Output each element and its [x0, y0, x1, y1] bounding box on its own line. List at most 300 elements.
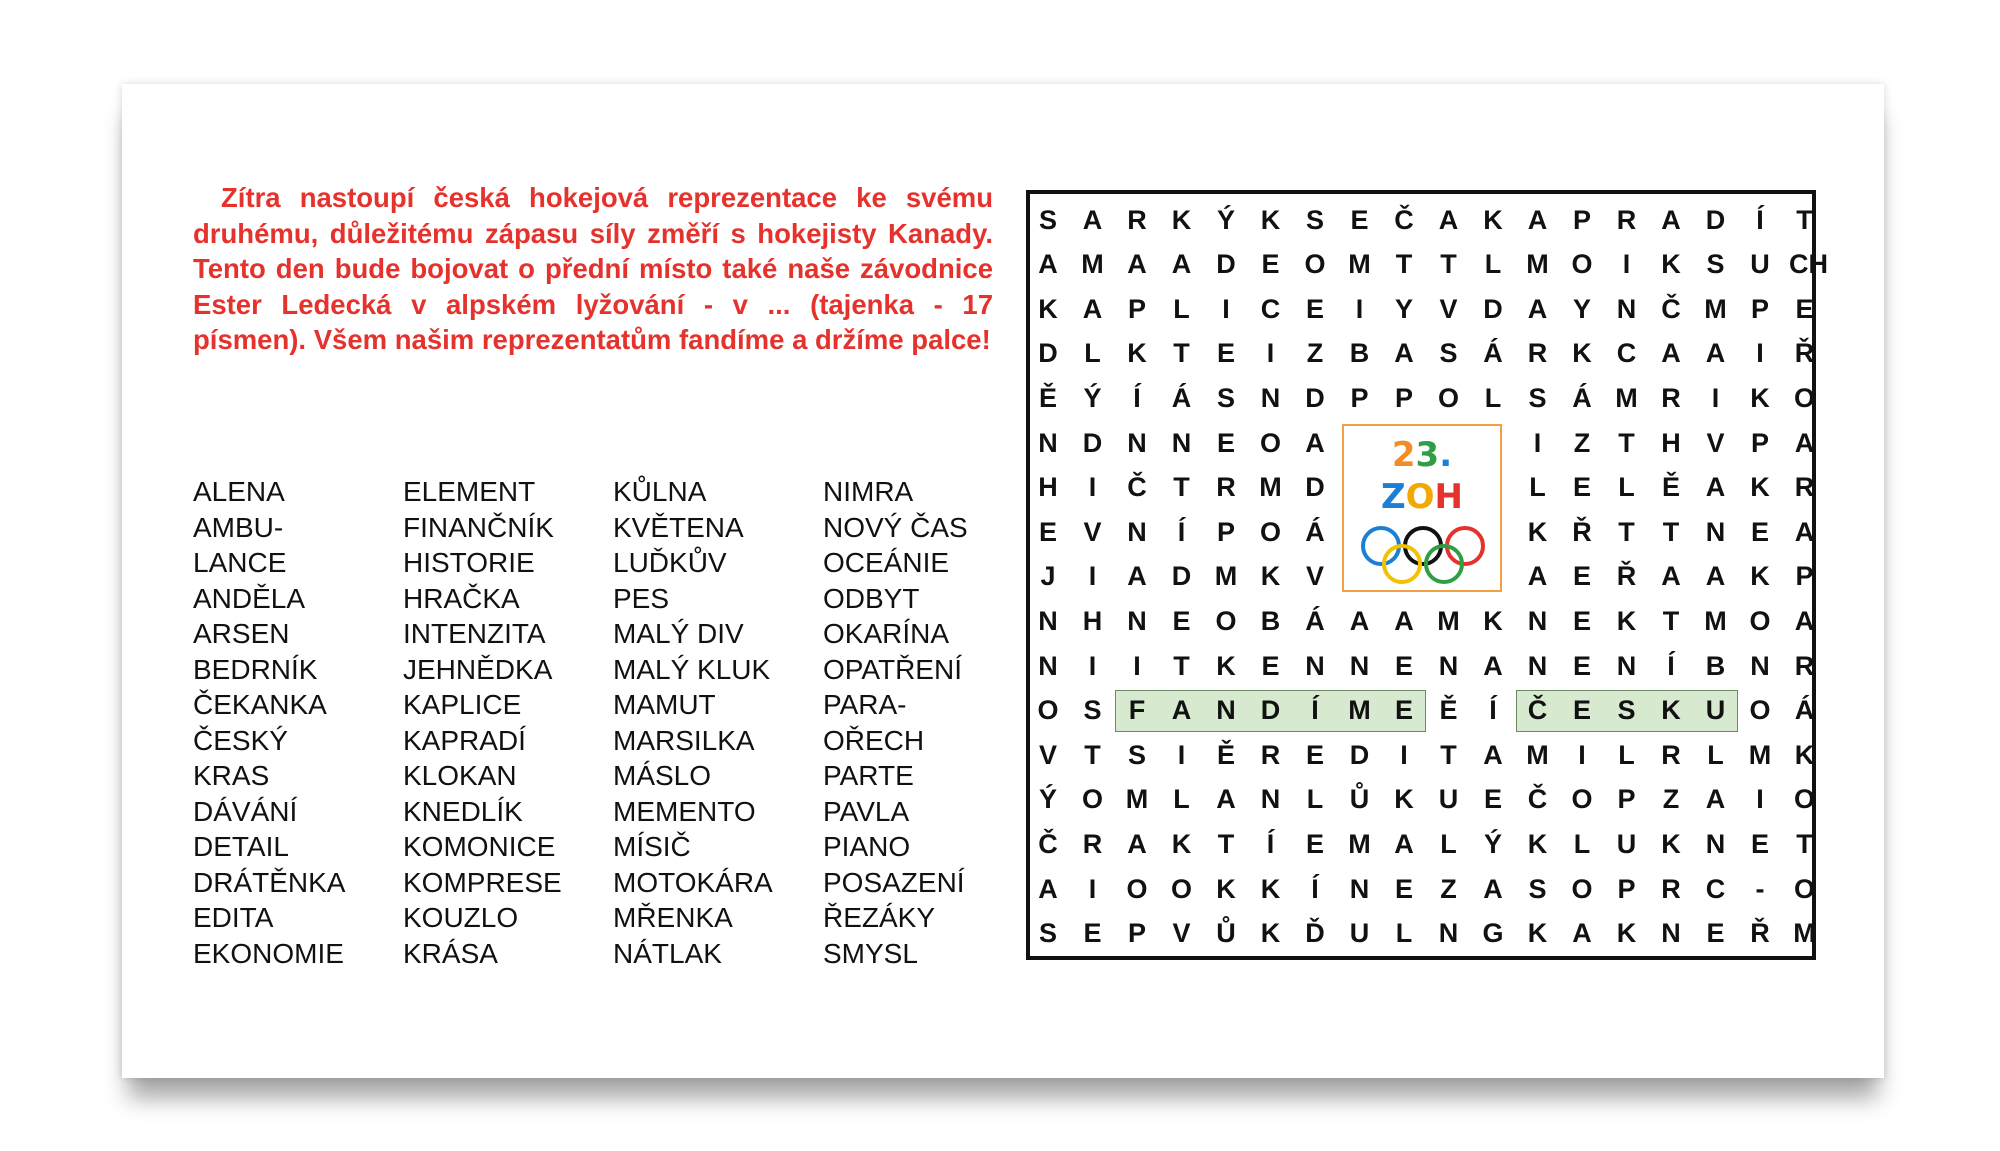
word-item: AMBU- [193, 511, 284, 543]
word-column [193, 474, 403, 971]
word-item: PARTE [823, 760, 914, 791]
grid-letter: Ě [1216, 739, 1235, 770]
grid-letter: K [1572, 338, 1592, 369]
grid-letter: L [1173, 784, 1190, 815]
grid-letter: S [1083, 695, 1102, 726]
grid-letter: Ř [1572, 516, 1592, 547]
grid-letter: E [1394, 695, 1413, 726]
word-item: DÁVÁNÍ [193, 795, 298, 827]
grid-letter: Z [1573, 427, 1591, 458]
grid-letter: I [1400, 739, 1408, 770]
grid-letter: N [1127, 427, 1147, 458]
word-item: ALENA [193, 476, 285, 507]
word-item: KRÁSA [403, 937, 498, 969]
grid-letter: E [1572, 605, 1591, 636]
grid-letter: N [1260, 382, 1281, 413]
word-item: BEDRNÍK [193, 653, 318, 685]
grid-letter: F [1128, 695, 1146, 726]
grid-letter: D [1260, 695, 1281, 726]
grid-letter: Č [1661, 293, 1681, 324]
grid-letter: Á [1305, 605, 1325, 636]
olympic-rings-icon [1359, 524, 1487, 586]
grid-letter: L [1618, 739, 1635, 770]
grid-letter: Y [1572, 293, 1591, 324]
grid-letter: D [1082, 427, 1103, 458]
grid-letter: E [1083, 918, 1102, 949]
grid-letter: D [1216, 249, 1236, 280]
grid-letter: I [1088, 561, 1097, 592]
word-column [823, 474, 1033, 971]
grid-letter: S [1528, 873, 1547, 904]
grid-letter: I [1622, 249, 1631, 280]
word-item: MAMUT [613, 689, 716, 720]
grid-letter: M [1793, 918, 1816, 949]
grid-letter: T [1662, 605, 1680, 636]
grid-letter: R [1661, 739, 1681, 770]
word-item: ELEMENT [403, 476, 536, 507]
grid-letter: R [1216, 472, 1236, 503]
grid-letter: K [1616, 605, 1637, 636]
word-item: KAPLICE [403, 689, 522, 720]
grid-letter: U [1750, 249, 1770, 280]
grid-letter: A [1127, 828, 1147, 859]
grid-letter: Á [1171, 382, 1192, 413]
grid-letter: I [1578, 739, 1586, 770]
grid-letter: E [1706, 918, 1725, 949]
word-item: NIMRA [823, 476, 914, 507]
olympics-logo [1342, 424, 1502, 592]
grid-letter: L [1573, 828, 1591, 859]
grid-letter: K [1661, 249, 1681, 280]
grid-letter: M [1214, 561, 1238, 592]
grid-letter: Ř [1750, 918, 1770, 949]
grid-letter: I [1088, 472, 1097, 503]
grid-letter: R [1260, 739, 1281, 770]
grid-letter: E [1483, 784, 1502, 815]
grid-letter: R [1794, 472, 1815, 503]
grid-letter: K [1260, 918, 1281, 949]
grid-letter: D [1705, 204, 1726, 235]
grid-letter: B [1349, 338, 1370, 369]
grid-letter: Ý [1038, 784, 1057, 815]
grid-letter: N [1705, 516, 1726, 547]
grid-letter: A [1705, 472, 1726, 503]
grid-letter: A [1438, 204, 1459, 235]
grid-letter: A [1483, 873, 1503, 904]
grid-letter: C [1260, 293, 1281, 324]
grid-letter: L [1306, 784, 1324, 815]
grid-letter: O [1215, 605, 1237, 636]
grid-letter: O [1081, 784, 1103, 815]
grid-letter: A [1705, 784, 1726, 815]
grid-letter: N [1527, 650, 1548, 681]
word-item: JEHNĚDKA [403, 653, 553, 685]
grid-letter: L [1484, 382, 1502, 413]
grid-letter: L [1484, 249, 1502, 280]
grid-letter: P [1394, 382, 1413, 413]
grid-letter: L [1173, 293, 1190, 324]
grid-letter: Ý [1083, 382, 1102, 413]
word-item: KOMONICE [403, 831, 556, 862]
grid-letter: V [1439, 293, 1458, 324]
grid-letter: E [1261, 249, 1280, 280]
grid-letter: M [1526, 739, 1549, 770]
grid-letter: P [1617, 784, 1636, 815]
grid-letter: S [1038, 204, 1057, 235]
grid-letter: O [1571, 249, 1593, 280]
grid-letter: V [1038, 739, 1057, 770]
grid-letter: Ů [1349, 784, 1370, 815]
word-item: KŮLNA [613, 476, 707, 507]
word-item: OCEÁNIE [823, 547, 950, 578]
grid-letter: L [1707, 739, 1724, 770]
word-item: PARA- [823, 689, 907, 720]
grid-letter: D [1171, 561, 1192, 592]
grid-letter: E [1305, 739, 1324, 770]
grid-letter: Á [1572, 382, 1592, 413]
grid-letter: K [1750, 382, 1770, 413]
grid-letter: H [1082, 605, 1103, 636]
grid-letter: N [1127, 516, 1147, 547]
grid-letter: A [1705, 561, 1726, 592]
grid-letter: M [1748, 739, 1772, 770]
grid-letter: D [1305, 382, 1325, 413]
grid-letter: S [1216, 382, 1235, 413]
grid-letter: E [1305, 293, 1324, 324]
grid-letter: P [1127, 918, 1146, 949]
word-item: MŘENKA [613, 902, 733, 933]
grid-letter: E [1216, 338, 1235, 369]
grid-letter: K [1750, 472, 1770, 503]
grid-letter: I [1177, 739, 1186, 770]
grid-letter: A [1527, 204, 1548, 235]
grid-letter: O [1571, 784, 1593, 815]
grid-letter: R [1794, 650, 1815, 681]
grid-letter: I [1756, 784, 1764, 815]
grid-letter: E [1172, 605, 1191, 636]
grid-letter: T [1440, 249, 1457, 280]
grid-letter: S [1617, 695, 1636, 726]
grid-letter: N [1705, 828, 1726, 859]
grid-letter: L [1084, 338, 1101, 369]
grid-letter: Í [1133, 382, 1141, 413]
grid-letter: N [1171, 427, 1192, 458]
grid-letter: T [1618, 427, 1635, 458]
grid-letter: S [1528, 382, 1547, 413]
word-item: ODBYT [823, 582, 920, 614]
word-item: KNEDLÍK [403, 795, 523, 827]
grid-letter: E [1394, 873, 1413, 904]
grid-letter: R [1661, 873, 1681, 904]
logo-number-digit: 2 [1391, 435, 1416, 475]
grid-letter: A [1394, 828, 1414, 859]
logo-number-digit: . [1439, 435, 1453, 475]
grid-letter: Ř [1794, 338, 1815, 369]
grid-letter: Í [1667, 650, 1675, 681]
grid-letter: I [1711, 382, 1720, 413]
grid-letter: Í [1756, 204, 1764, 235]
grid-letter: B [1260, 605, 1281, 636]
grid-letter: P [1350, 382, 1369, 413]
grid-letter: K [1527, 516, 1548, 547]
grid-letter: K [1794, 739, 1815, 770]
grid-letter: Č [1527, 695, 1548, 726]
grid-letter: O [1793, 784, 1815, 815]
grid-letter: A [1394, 338, 1414, 369]
grid-letter: T [1395, 249, 1413, 280]
word-item: MÁSLO [613, 760, 712, 791]
grid-letter: O [1749, 605, 1771, 636]
grid-letter: E [1350, 204, 1369, 235]
grid-letter: K [1260, 204, 1281, 235]
grid-letter: N [1349, 650, 1370, 681]
grid-letter: A [1661, 204, 1681, 235]
grid-letter: T [1173, 338, 1190, 369]
word-item: KOUZLO [403, 902, 519, 933]
grid-letter: Ě [1038, 382, 1057, 413]
grid-letter: U [1616, 828, 1637, 859]
grid-letter: H [1661, 427, 1681, 458]
grid-letter: A [1661, 338, 1681, 369]
word-item: MEMENTO [613, 795, 756, 827]
logo-title-letter: Z [1380, 477, 1406, 517]
grid-letter: U [1349, 918, 1370, 949]
grid-letter: A [1038, 249, 1058, 280]
grid-letter: V [1305, 561, 1324, 592]
grid-letter: V [1083, 516, 1102, 547]
grid-letter: H [1038, 472, 1058, 503]
word-item: POSAZENÍ [823, 866, 965, 898]
word-item: ČEKANKA [193, 689, 327, 720]
grid-letter: Z [1662, 784, 1680, 815]
grid-letter: N [1661, 918, 1681, 949]
grid-letter: E [1572, 695, 1591, 726]
grid-letter: V [1706, 427, 1725, 458]
word-item: KOMPRESE [403, 866, 562, 898]
grid-letter: M [1615, 382, 1638, 413]
word-item: OŘECH [823, 724, 925, 756]
grid-letter: M [1081, 249, 1104, 280]
grid-letter: M [1348, 249, 1371, 280]
grid-letter: A [1082, 204, 1103, 235]
grid-letter: D [1038, 338, 1058, 369]
grid-letter: S [1127, 739, 1146, 770]
grid-letter: K [1483, 605, 1503, 636]
grid-letter: E [1572, 561, 1591, 592]
grid-letter: K [1171, 828, 1192, 859]
word-item: KVĚTENA [613, 511, 744, 543]
word-item: INTENZITA [403, 618, 546, 649]
word-item: ARSEN [193, 618, 290, 649]
word-item: OKARÍNA [823, 618, 950, 649]
grid-letter: N [1616, 293, 1637, 324]
word-item: PIANO [823, 831, 911, 862]
word-item: HISTORIE [403, 547, 535, 578]
grid-letter: K [1127, 338, 1147, 369]
grid-letter: I [1266, 338, 1275, 369]
word-item: HRAČKA [403, 582, 520, 614]
grid-letter: O [1037, 695, 1059, 726]
logo-number-digit: 3 [1415, 435, 1440, 475]
grid-letter: Í [1489, 695, 1497, 726]
grid-letter: R [1127, 204, 1147, 235]
word-item: NÁTLAK [613, 937, 722, 969]
grid-letter: P [1795, 561, 1814, 592]
grid-letter: K [1750, 561, 1770, 592]
grid-letter: U [1705, 695, 1726, 726]
grid-letter: A [1794, 516, 1815, 547]
grid-letter: A [1082, 293, 1103, 324]
grid-letter: Ů [1216, 918, 1236, 949]
grid-letter: M [1125, 784, 1149, 815]
grid-letter: - [1755, 873, 1765, 904]
grid-letter: A [1038, 873, 1058, 904]
grid-letter: N [1038, 427, 1058, 458]
grid-letter: A [1572, 918, 1592, 949]
word-item: ŘEZÁKY [823, 902, 936, 933]
grid-letter: K [1527, 918, 1548, 949]
grid-letter: S [1305, 204, 1324, 235]
grid-letter: M [1526, 249, 1549, 280]
grid-letter: Ř [1616, 561, 1637, 592]
grid-letter: O [1259, 516, 1281, 547]
word-column [613, 474, 823, 971]
grid-letter: D [1349, 739, 1370, 770]
grid-letter: A [1794, 605, 1815, 636]
grid-letter: Č [1127, 472, 1147, 503]
grid-letter: K [1171, 204, 1192, 235]
grid-letter: A [1349, 605, 1370, 636]
word-item: NOVÝ ČAS [823, 511, 968, 543]
grid-letter: O [1259, 427, 1281, 458]
grid-letter: N [1438, 918, 1459, 949]
grid-letter: M [1704, 605, 1727, 636]
grid-letter: O [1126, 873, 1148, 904]
grid-letter: Y [1394, 293, 1413, 324]
grid-letter: N [1616, 650, 1637, 681]
word-item: EKONOMIE [193, 937, 344, 969]
word-item: KLOKAN [403, 760, 517, 791]
grid-letter: N [1349, 873, 1370, 904]
grid-letter: A [1483, 739, 1503, 770]
grid-letter: K [1260, 873, 1281, 904]
grid-letter: L [1529, 472, 1546, 503]
word-item: OPATŘENÍ [823, 653, 962, 685]
grid-letter: T [1662, 516, 1680, 547]
grid-letter: K [1260, 561, 1281, 592]
grid-letter: K [1661, 695, 1681, 726]
grid-letter: Á [1305, 516, 1325, 547]
grid-letter: Č [1527, 784, 1548, 815]
grid-letter: N [1527, 605, 1548, 636]
grid-letter: O [1170, 873, 1192, 904]
word-item: DETAIL [193, 831, 289, 862]
grid-letter: Á [1794, 695, 1815, 726]
grid-letter: A [1705, 338, 1726, 369]
grid-letter: Í [1266, 828, 1275, 859]
grid-letter: E [1394, 650, 1413, 681]
grid-letter: I [1533, 427, 1542, 458]
grid-letter: R [1661, 382, 1681, 413]
grid-letter: I [1222, 293, 1230, 324]
grid-letter: N [1260, 784, 1281, 815]
word-item: LUĎKŮV [613, 547, 727, 578]
grid-letter: N [1216, 695, 1236, 726]
grid-letter: L [1395, 918, 1413, 949]
grid-letter: A [1171, 249, 1192, 280]
grid-letter: O [1793, 382, 1815, 413]
grid-letter: O [1749, 695, 1771, 726]
word-item: MÍSIČ [613, 831, 691, 862]
grid-letter: R [1082, 828, 1103, 859]
grid-letter: A [1483, 650, 1503, 681]
grid-letter: S [1038, 918, 1057, 949]
grid-letter: P [1617, 873, 1636, 904]
grid-letter: S [1706, 249, 1725, 280]
word-item: DRÁTĚNKA [193, 866, 346, 898]
grid-letter: N [1750, 650, 1770, 681]
grid-letter: L [1440, 828, 1457, 859]
grid-letter: P [1127, 293, 1146, 324]
grid-letter: B [1705, 650, 1726, 681]
grid-letter: J [1040, 561, 1056, 592]
word-item: EDITA [193, 902, 274, 933]
word-item: MOTOKÁRA [613, 866, 773, 898]
grid-letter: M [1437, 605, 1460, 636]
grid-letter: T [1796, 204, 1813, 235]
grid-letter: N [1127, 605, 1147, 636]
word-item: ČESKÝ [193, 724, 288, 756]
grid-letter: O [1304, 249, 1326, 280]
grid-letter: Ý [1216, 204, 1235, 235]
grid-letter: O [1571, 873, 1593, 904]
grid-letter: C [1705, 873, 1726, 904]
grid-letter: K [1394, 784, 1414, 815]
grid-letter: T [1618, 516, 1635, 547]
grid-letter: T [1173, 472, 1190, 503]
grid-letter: I [1133, 650, 1141, 681]
grid-letter: Í [1311, 873, 1319, 904]
grid-letter: N [1305, 650, 1325, 681]
grid-letter: Z [1440, 873, 1457, 904]
grid-letter: T [1084, 739, 1101, 770]
grid-letter: Z [1306, 338, 1324, 369]
grid-letter: A [1394, 605, 1414, 636]
grid-letter: A [1127, 249, 1147, 280]
grid-letter: P [1216, 516, 1235, 547]
grid-letter: P [1750, 427, 1769, 458]
grid-letter: K [1216, 650, 1236, 681]
grid-letter: A [1527, 293, 1548, 324]
logo-title [1344, 478, 1500, 516]
grid-letter: A [1527, 561, 1548, 592]
word-item: FINANČNÍK [403, 511, 554, 543]
grid-letter: A [1171, 695, 1192, 726]
grid-letter: G [1482, 918, 1504, 949]
grid-letter: Á [1483, 338, 1503, 369]
grid-letter: N [1438, 650, 1459, 681]
grid-letter: E [1750, 828, 1769, 859]
grid-letter: P [1572, 204, 1591, 235]
grid-letter: S [1439, 338, 1458, 369]
word-item: PAVLA [823, 795, 910, 827]
grid-letter: K [1616, 918, 1637, 949]
word-item: PES [613, 582, 670, 614]
word-item: KAPRADÍ [403, 724, 526, 756]
logo-title-letter: O [1405, 477, 1435, 517]
grid-letter: I [1088, 650, 1097, 681]
grid-letter: V [1172, 918, 1191, 949]
